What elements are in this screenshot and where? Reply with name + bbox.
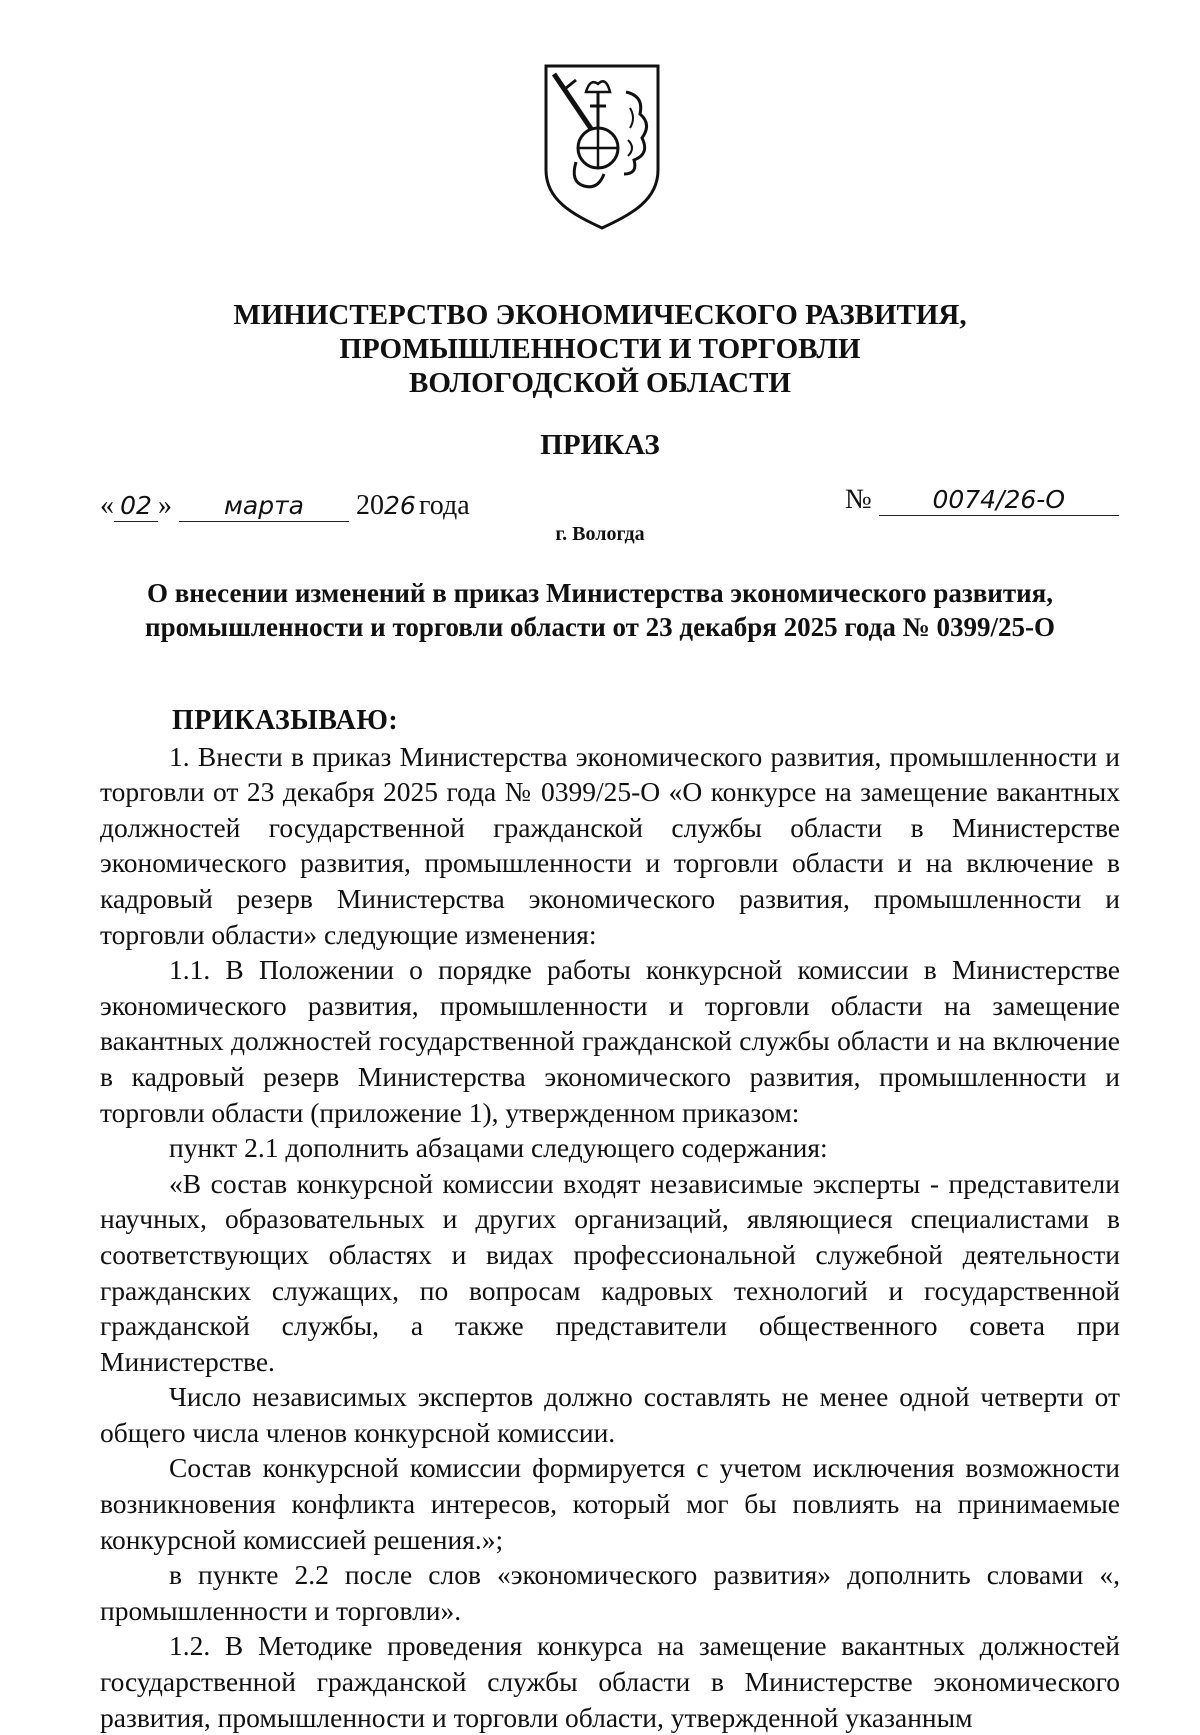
document-type-title: ПРИКАЗ: [540, 429, 660, 461]
subject-line2: промышленности и торговли области от 23 декабря 2025 года № 0399/25-О: [145, 612, 1055, 642]
subject-line1: О внесении изменений в приказ Министерства экономического развития,: [146, 578, 1054, 608]
paragraph-clause-2-1: пункт 2.1 дополнить абзацами следующего содержания:: [169, 1132, 828, 1164]
order-body: [100, 703, 1120, 1735]
paragraph-1-2: 1.2. В Методике проведения конкурса на замещение вакантных должностей государственной гражданской службы области в Министерстве экономического развития, промышленности и торговли области, утвержденной указанным: [100, 1630, 1120, 1733]
number-sign: №: [845, 484, 872, 515]
order-date: [100, 490, 470, 522]
date-year-word: года: [419, 490, 470, 521]
city-name: г. Вологда: [555, 523, 645, 545]
date-close-quote: »: [158, 490, 172, 521]
paragraph-1: 1. Внести в приказ Министерства экономического развития, промышленности и торговли от 23 декабря 2025 года № 0399/25-О «О конкурсе на замещение вакантных должностей государственной гражданской службы области в Министерстве экономического развития, промышленности и торговли области и на включение в кадровый резерв Министерства экономического развития, промышленности и торговли области» следующие изменения:: [100, 740, 1120, 950]
paragraph-quote-1: «В состав конкурсной комиссии входят независимые эксперты - представители научных, образовательных и других организаций, являющиеся специалистами в соответствующих областях и видах профессиональной служебной деятельности гражданских служащих, по вопросам кадровых технологий и государственной гражданской службы, а также представители общественного совета при Министерстве.: [100, 1167, 1120, 1377]
order-subject: [0, 576, 1200, 644]
paragraph-1-1: 1.1. В Положении о порядке работы конкурсной комиссии в Министерстве экономического развития, промышленности и торговли области на замещение вакантных должностей государственной гражданской службы области и на включение в кадровый резерв Министерства экономического развития, промышленности и торговли области (приложение 1), утвержденном приказом:: [100, 954, 1120, 1128]
date-month: марта: [179, 491, 349, 522]
date-year-suffix: 26: [384, 491, 416, 520]
date-year-prefix: 20: [356, 490, 384, 521]
paragraph-clause-2-2: в пункте 2.2 после слов «экономического развития» дополнить словами «, промышленности и торговли».: [100, 1559, 1120, 1626]
coat-of-arms-icon: [540, 62, 664, 230]
date-day: 02: [114, 491, 158, 522]
order-keyword: ПРИКАЗЫВАЮ:: [172, 705, 399, 736]
ministry-name-line3: ВОЛОГОДСКОЙ ОБЛАСТИ: [409, 367, 791, 399]
number-value: 0074/26-О: [879, 485, 1119, 516]
order-number: [845, 484, 1119, 516]
ministry-name-line1: МИНИСТЕРСТВО ЭКОНОМИЧЕСКОГО РАЗВИТИЯ,: [233, 299, 967, 331]
ministry-name: [0, 298, 1200, 400]
paragraph-quote-2: Число независимых экспертов должно составлять не менее одной четверти от общего числа членов конкурсной комиссии.: [100, 1381, 1120, 1448]
ministry-name-line2: ПРОМЫШЛЕННОСТИ И ТОРГОВЛИ: [339, 333, 861, 365]
date-open-quote: «: [100, 490, 114, 521]
paragraph-quote-3: Состав конкурсной комиссии формируется с учетом исключения возможности возникновения конфликта интересов, который мог бы повлиять на принимаемые конкурсной комиссией решения.»;: [100, 1452, 1120, 1555]
